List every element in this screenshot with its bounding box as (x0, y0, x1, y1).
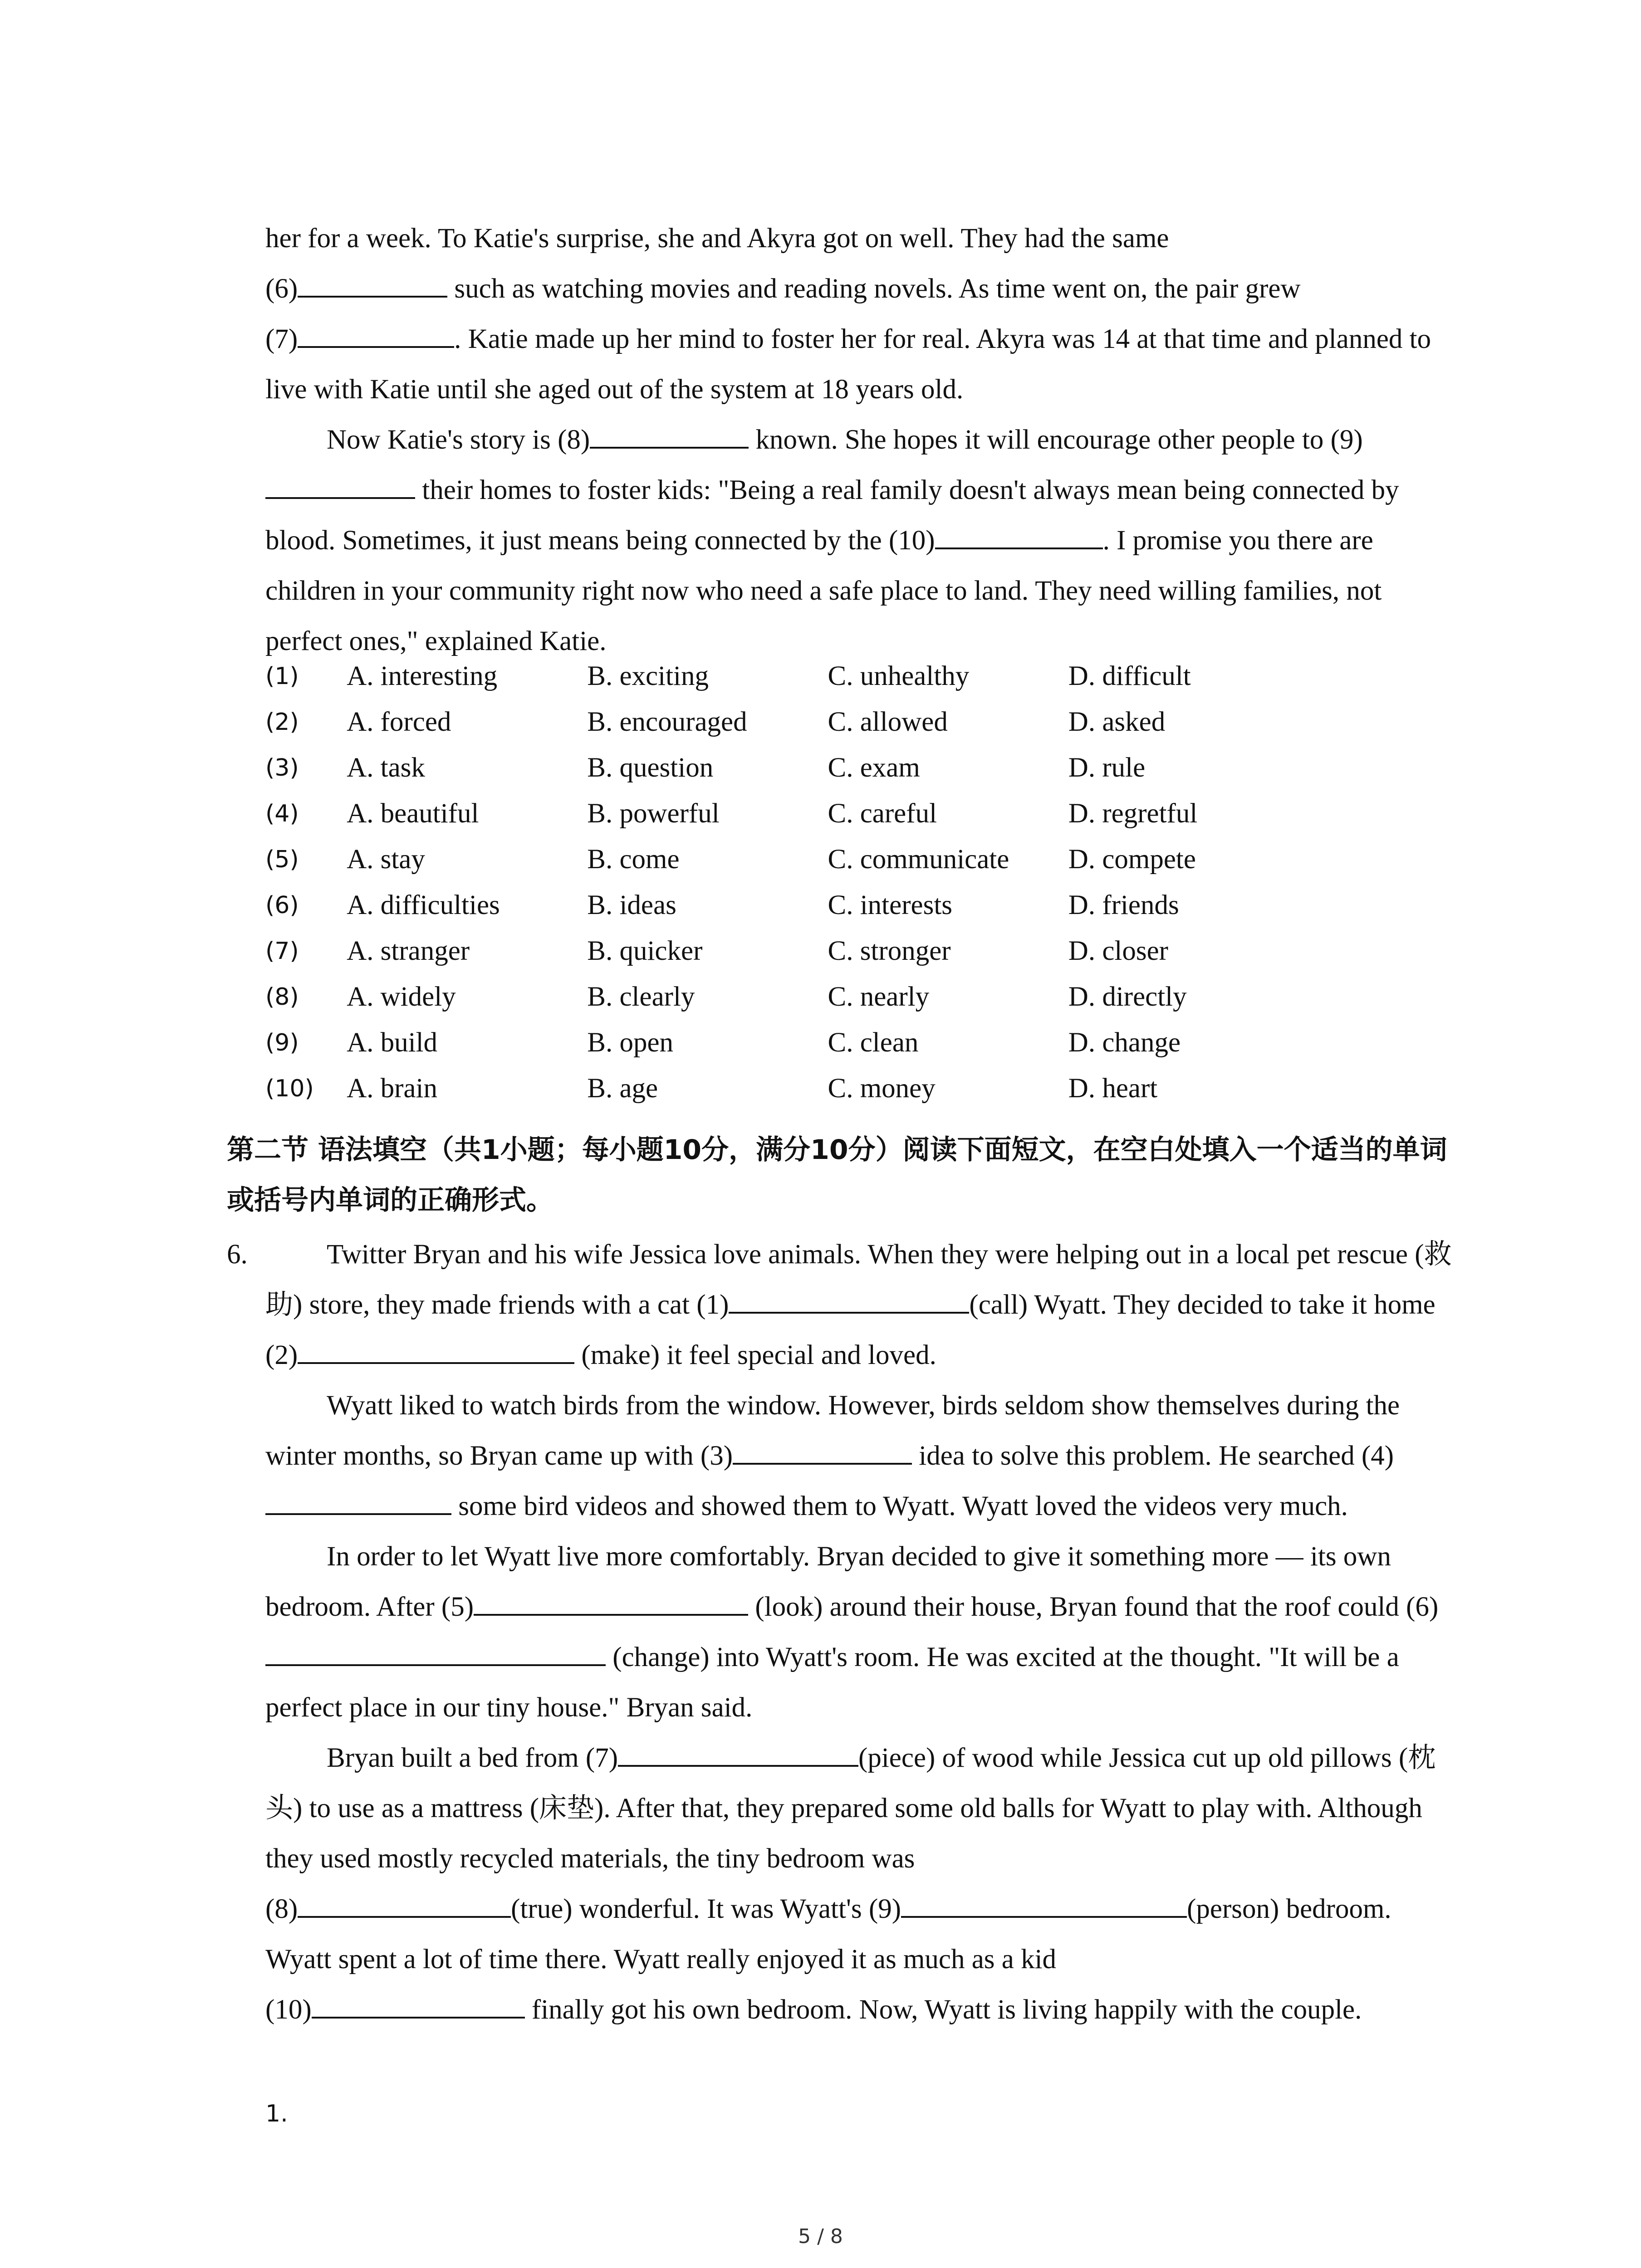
passage-paragraph: In order to let Wyatt live more comfortably. Bryan decided to give it something more — its own bedroom. After (5) (look) around their house, Bryan found that the roof could (6) (change) into Wyatt's room. He was excited at the thought. "It will be a perfect place in our tiny house." Bryan said. (265, 1541, 1439, 1723)
option-c[interactable]: C. careful (828, 798, 937, 829)
option-d[interactable]: D. asked (1068, 706, 1166, 737)
question-number: (3) (265, 754, 299, 782)
answer-blank[interactable] (590, 420, 749, 449)
option-b[interactable]: B. clearly (587, 981, 695, 1012)
option-d[interactable]: D. compete (1068, 844, 1196, 875)
option-row (265, 1066, 1309, 1111)
option-row (265, 653, 1309, 699)
option-a[interactable]: A. difficulties (347, 890, 500, 920)
option-b[interactable]: B. exciting (587, 660, 709, 691)
answer-blank[interactable] (265, 1487, 451, 1515)
option-b[interactable]: B. encouraged (587, 706, 747, 737)
option-a[interactable]: A. forced (347, 706, 451, 737)
option-row (265, 836, 1309, 882)
answer-blank[interactable] (298, 1890, 511, 1918)
option-d[interactable]: D. closer (1068, 935, 1168, 966)
option-b[interactable]: B. age (587, 1073, 658, 1104)
question-number: (4) (265, 800, 299, 827)
question-number: (9) (265, 1029, 299, 1056)
option-c[interactable]: C. stronger (828, 935, 951, 966)
question-number: (5) (265, 846, 299, 873)
question-number: (7) (265, 937, 299, 965)
options-table (265, 653, 1309, 1111)
option-b[interactable]: B. quicker (587, 935, 703, 966)
page-number: 5 / 8 (798, 2225, 843, 2248)
option-a[interactable]: A. interesting (347, 660, 498, 691)
option-d[interactable]: D. heart (1068, 1073, 1158, 1104)
option-c[interactable]: C. money (828, 1073, 936, 1104)
passage-paragraph: Wyatt liked to watch birds from the window. However, birds seldom show themselves during the winter months, so Bryan came up with (3) idea to solve this problem. He searched (4) some bird videos and showed them to Wyatt. Wyatt loved the videos very much. (265, 1390, 1400, 1521)
answer-blank[interactable] (733, 1437, 912, 1465)
option-c[interactable]: C. unhealthy (828, 660, 970, 691)
question-number: (2) (265, 708, 299, 736)
option-d[interactable]: D. change (1068, 1027, 1181, 1058)
option-a[interactable]: A. build (347, 1027, 438, 1058)
option-c[interactable]: C. nearly (828, 981, 930, 1012)
answer-blank[interactable] (298, 320, 454, 348)
option-row (265, 882, 1309, 928)
answer-blank[interactable] (935, 521, 1103, 549)
option-a[interactable]: A. stay (347, 844, 425, 875)
answer-blank[interactable] (298, 269, 447, 298)
answer-number: 1. (265, 2100, 288, 2127)
answer-blank[interactable] (265, 471, 415, 499)
question-number: (6) (265, 891, 299, 919)
option-row (265, 974, 1309, 1020)
passage-paragraph: Now Katie's story is (8) known. She hopes it will encourage other people to (9) their homes to foster kids: "Being a real family doesn't always mean being connected by blood. Sometimes, it just means being connected by the (10) . I promise you there are children in your community right now who need a safe place to land. They need willing families, not perfect ones," explained Katie. (265, 415, 1459, 666)
option-a[interactable]: A. widely (347, 981, 456, 1012)
question-number: 6. (227, 1239, 248, 1270)
answer-blank[interactable] (474, 1588, 748, 1616)
option-row (265, 791, 1309, 836)
option-row (265, 745, 1309, 791)
option-b[interactable]: B. question (587, 752, 714, 783)
option-a[interactable]: A. beautiful (347, 798, 479, 829)
option-a[interactable]: A. task (347, 752, 425, 783)
option-c[interactable]: C. interests (828, 890, 953, 920)
option-d[interactable]: D. friends (1068, 890, 1179, 920)
passage-paragraph: Twitter Bryan and his wife Jessica love animals. When they were helping out in a local pet rescue (救助) store, they made friends with a cat (1) (call) Wyatt. They decided to take it home (2) (make) it feel special and loved. (265, 1239, 1452, 1370)
option-d[interactable]: D. rule (1068, 752, 1146, 783)
question-number: (10) (265, 1075, 314, 1102)
grammar-passage (265, 1229, 1459, 2035)
option-b[interactable]: B. open (587, 1027, 674, 1058)
option-c[interactable]: C. communicate (828, 844, 1009, 875)
option-row (265, 928, 1309, 974)
answer-blank[interactable] (298, 1336, 574, 1364)
option-a[interactable]: A. stranger (347, 935, 470, 966)
answer-blank[interactable] (901, 1890, 1187, 1918)
passage-paragraph: her for a week. To Katie's surprise, she and Akyra got on well. They had the same (6) such as watching movies and reading novels. As time went on, the pair grew (7) . Katie made up her mind to foster her for real. Akyra was 14 at that time and planned to live with Katie until she aged out of the system at 18 years old. (265, 223, 1431, 405)
answer-blank[interactable] (618, 1739, 858, 1767)
option-d[interactable]: D. directly (1068, 981, 1187, 1012)
option-a[interactable]: A. brain (347, 1073, 437, 1104)
option-c[interactable]: C. allowed (828, 706, 948, 737)
cloze-passage (265, 213, 1459, 666)
option-b[interactable]: B. come (587, 844, 680, 875)
option-row (265, 699, 1309, 745)
option-b[interactable]: B. powerful (587, 798, 720, 829)
answer-blank[interactable] (312, 1990, 525, 2019)
answer-blank[interactable] (729, 1286, 969, 1314)
option-b[interactable]: B. ideas (587, 890, 676, 920)
option-c[interactable]: C. clean (828, 1027, 919, 1058)
question-number: (8) (265, 983, 299, 1011)
option-d[interactable]: D. regretful (1068, 798, 1198, 829)
option-row (265, 1020, 1309, 1066)
option-c[interactable]: C. exam (828, 752, 920, 783)
passage-paragraph: Bryan built a bed from (7) (piece) of wood while Jessica cut up old pillows (枕头) to use as a mattress (床垫). After that, they prepared some old balls for Wyatt to play with. Although they used mostly recycled materials, the tiny bedroom was (8) (true) wonderful. It was Wyatt's (9) (person) bedroom. Wyatt spent a lot of time there. Wyatt really enjoyed it as much as a kid (10) finally got his own bedroom. Now, Wyatt is living happily with the couple. (265, 1733, 1459, 2035)
question-number: (1) (265, 662, 299, 690)
section-heading: 第二节 语法填空（共1小题；每小题10分，满分10分）阅读下面短文，在空白处填入一个适当的单词或括号内单词的正确形式。 (227, 1134, 1447, 1216)
answer-blank[interactable] (265, 1638, 606, 1666)
option-d[interactable]: D. difficult (1068, 660, 1191, 691)
